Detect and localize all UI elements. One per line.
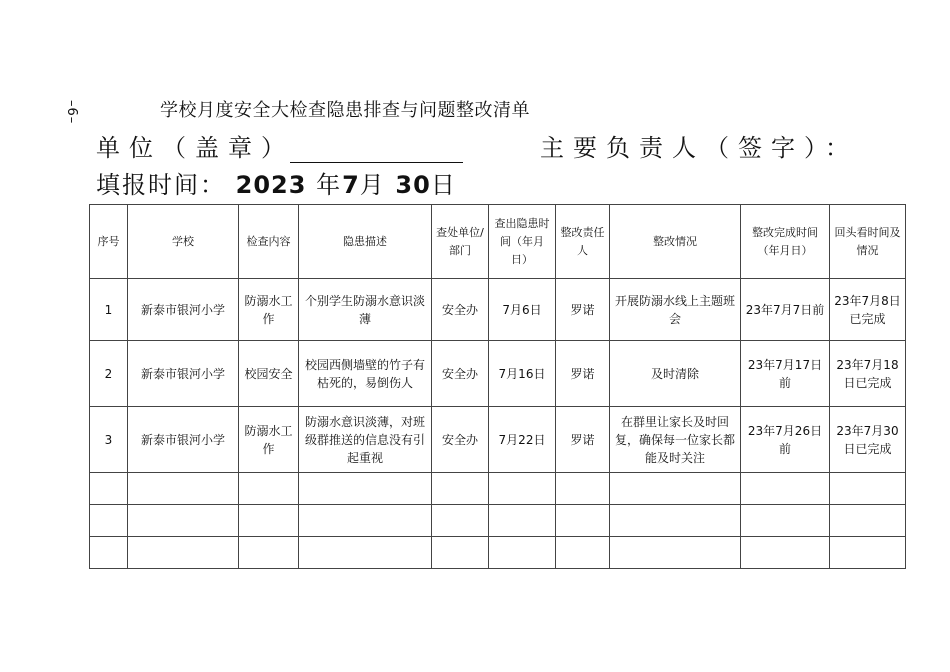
empty-cell (556, 537, 610, 569)
report-date-line (96, 165, 457, 200)
date-year: 2023 (235, 171, 307, 199)
empty-cell (128, 505, 239, 537)
date-month-unit: 月 (359, 171, 386, 199)
empty-cell (432, 505, 489, 537)
page-number: –6– (64, 100, 79, 125)
empty-table-row (90, 505, 906, 537)
empty-cell (610, 537, 741, 569)
date-year-unit: 年 (316, 171, 343, 199)
empty-cell (489, 505, 556, 537)
empty-cell (741, 473, 830, 505)
table-cell: 新泰市银河小学 (128, 407, 239, 473)
table-cell: 安全办 (432, 341, 489, 407)
empty-cell (239, 537, 299, 569)
header-cell: 整改情况 (610, 205, 741, 279)
date-day: 30 (395, 171, 431, 199)
empty-cell (128, 473, 239, 505)
empty-cell (90, 537, 128, 569)
table-row (90, 279, 906, 341)
table-cell: 2 (90, 341, 128, 407)
empty-cell (299, 505, 432, 537)
table-cell: 开展防溺水线上主题班会 (610, 279, 741, 341)
date-label: 填报时间： (96, 171, 226, 199)
table-cell: 防溺水工作 (239, 279, 299, 341)
unit-blank-underline (290, 136, 463, 163)
table-cell: 新泰市银河小学 (128, 279, 239, 341)
table-cell: 7月16日 (489, 341, 556, 407)
empty-cell (432, 473, 489, 505)
document-title: 学校月度安全大检查隐患排查与问题整改清单 (160, 100, 530, 121)
empty-cell (90, 505, 128, 537)
empty-cell (610, 505, 741, 537)
empty-cell (432, 537, 489, 569)
header-cell: 回头看时间及情况 (830, 205, 906, 279)
table-row (90, 407, 906, 473)
table-cell: 在群里让家长及时回复，确保每一位家长都能及时关注 (610, 407, 741, 473)
header-cell: 查处单位/部门 (432, 205, 489, 279)
table-cell: 罗诺 (556, 279, 610, 341)
header-cell: 学校 (128, 205, 239, 279)
table-cell: 7月22日 (489, 407, 556, 473)
table-cell: 罗诺 (556, 407, 610, 473)
unit-line (96, 128, 463, 162)
responsible-person-label: 主要负责人（签字）： (540, 134, 858, 162)
table-cell: 23年7月26日前 (741, 407, 830, 473)
empty-cell (489, 473, 556, 505)
header-cell: 整改完成时间（年月日） (741, 205, 830, 279)
empty-cell (830, 537, 906, 569)
table-cell: 新泰市银河小学 (128, 341, 239, 407)
table-cell: 3 (90, 407, 128, 473)
empty-cell (299, 473, 432, 505)
table-row (90, 341, 906, 407)
date-month: 7 (342, 171, 360, 199)
table-cell: 23年7月17日前 (741, 341, 830, 407)
table-cell: 校园安全 (239, 341, 299, 407)
table-cell: 个别学生防溺水意识淡薄 (299, 279, 432, 341)
empty-cell (830, 505, 906, 537)
table-cell: 23年7月7日前 (741, 279, 830, 341)
table-cell: 23年7月30日已完成 (830, 407, 906, 473)
unit-label: 单位（盖章） (96, 134, 294, 162)
empty-cell (239, 473, 299, 505)
table-header-row (90, 205, 906, 279)
empty-cell (830, 473, 906, 505)
header-cell: 隐患描述 (299, 205, 432, 279)
empty-cell (610, 473, 741, 505)
empty-cell (90, 473, 128, 505)
empty-cell (489, 537, 556, 569)
empty-cell (556, 473, 610, 505)
empty-table-row (90, 473, 906, 505)
table-cell: 校园西侧墙壁的竹子有枯死的，易倒伤人 (299, 341, 432, 407)
table-cell: 7月6日 (489, 279, 556, 341)
empty-cell (741, 505, 830, 537)
table-cell: 23年7月8日已完成 (830, 279, 906, 341)
header-cell: 整改责任人 (556, 205, 610, 279)
table-cell: 23年7月18日已完成 (830, 341, 906, 407)
table-cell: 防溺水工作 (239, 407, 299, 473)
table-cell: 安全办 (432, 279, 489, 341)
empty-table-row (90, 537, 906, 569)
date-day-unit: 日 (430, 171, 457, 199)
table-cell: 防溺水意识淡薄，对班级群推送的信息没有引起重视 (299, 407, 432, 473)
hazard-checklist-table (89, 204, 906, 569)
empty-cell (128, 537, 239, 569)
header-cell: 查出隐患时间（年月日） (489, 205, 556, 279)
empty-cell (741, 537, 830, 569)
header-cell: 序号 (90, 205, 128, 279)
empty-cell (299, 537, 432, 569)
table-cell: 及时清除 (610, 341, 741, 407)
empty-cell (239, 505, 299, 537)
header-cell: 检查内容 (239, 205, 299, 279)
table-cell: 1 (90, 279, 128, 341)
empty-cell (556, 505, 610, 537)
table-cell: 安全办 (432, 407, 489, 473)
table-cell: 罗诺 (556, 341, 610, 407)
